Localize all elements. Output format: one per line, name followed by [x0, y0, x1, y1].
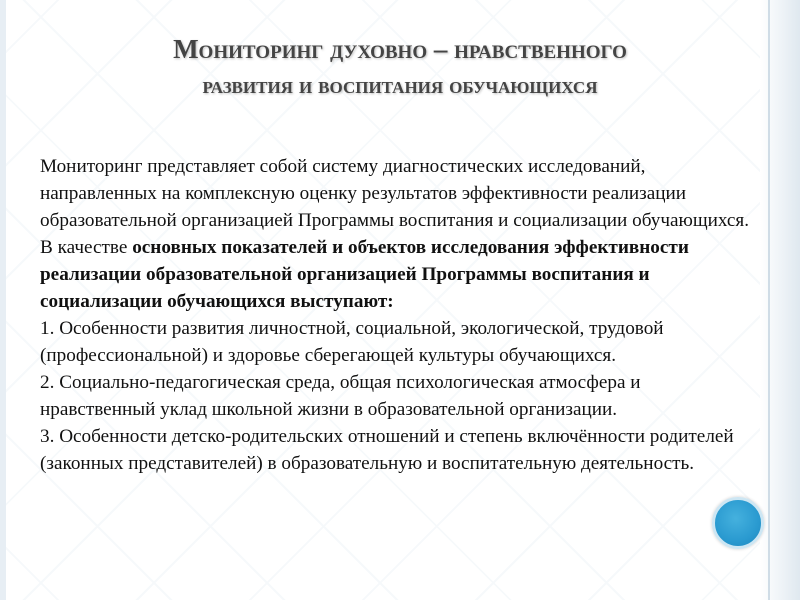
slide-body: [40, 153, 750, 477]
list-item-3: 3. Особенности детско-родительских отношений и степень включённости родителей (законных представителей) в образовательную и воспитательную деятельность.: [40, 426, 734, 474]
criteria-bold-text: основных показателей и объектов исследования эффективности реализации образовательной организацией Программы воспитания и социализации обучающихся выступают:: [40, 237, 689, 312]
criteria-prefix: В качестве: [40, 237, 133, 258]
slide-title-line-1: Мониторинг духовно – нравственного: [173, 34, 627, 64]
slide-title-line-2: развития и воспитания обучающихся: [202, 73, 598, 100]
intro-paragraph: Мониторинг представляет собой систему диагностических исследований, направленных на комплексную оценку результатов эффективности реализации образовательной организацией Программы воспитания и социализации обучающихся.: [40, 156, 750, 231]
slide-title: [40, 30, 760, 104]
list-item-2: 2. Социально-педагогическая среда, общая психологическая атмосфера и нравственный уклад школьной жизни в образовательной организации.: [40, 372, 641, 420]
left-edge-decoration: [0, 0, 6, 600]
criteria-paragraph: [40, 234, 750, 315]
list-item-1: 1. Особенности развития личностной, социальной, экологической, трудовой (профессиональной) и здоровье сберегающей культуры обучающихся.: [40, 318, 664, 366]
right-edge-decoration: [760, 0, 800, 600]
circle-decoration-icon: [712, 497, 764, 549]
right-edge-line: [768, 0, 770, 600]
